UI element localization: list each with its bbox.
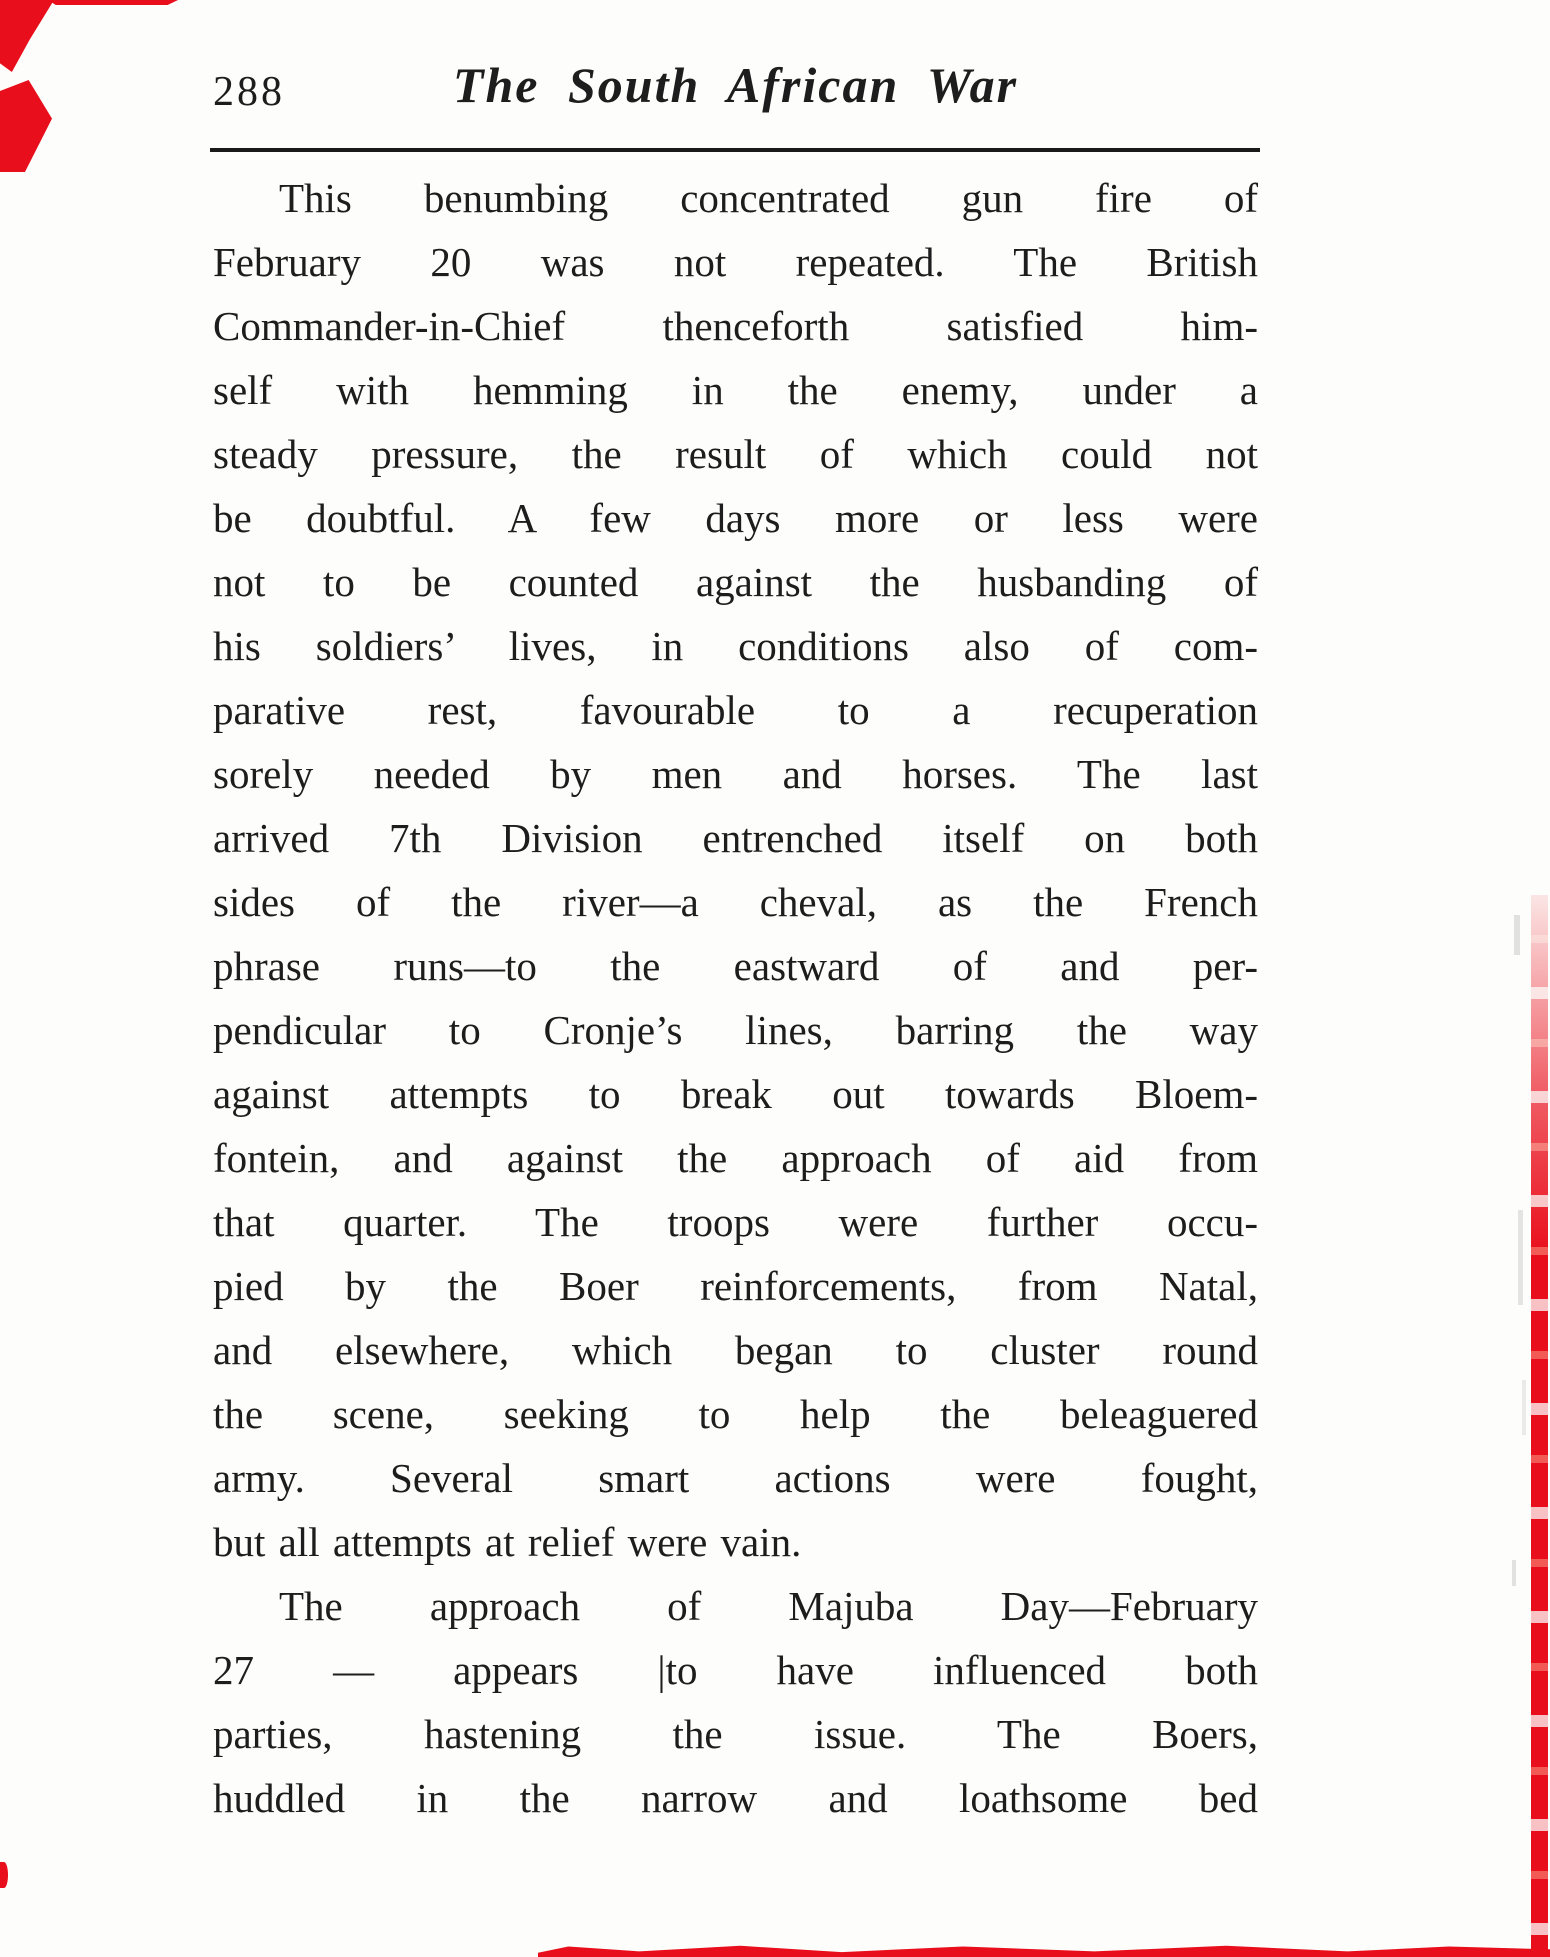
text-line: self with hemming in the enemy, under a bbox=[213, 367, 1258, 413]
text-line: sorely needed by men and horses. The last bbox=[213, 751, 1258, 797]
scan-mark-bottom-strip-icon bbox=[538, 1943, 1550, 1957]
text-line: pendicular to Cronje’s lines, barring the way bbox=[213, 1007, 1258, 1053]
text-line: be doubtful. A few days more or less were bbox=[213, 495, 1258, 541]
body-text bbox=[213, 166, 1258, 1830]
running-header-title: The South African War bbox=[452, 57, 1019, 113]
text-line: but all attempts at relief were vain. bbox=[213, 1519, 802, 1565]
text-line: that quarter. The troops were further occu- bbox=[213, 1199, 1258, 1245]
text-line: fontein, and against the approach of aid from bbox=[213, 1135, 1258, 1181]
text-line: army. Several smart actions were fought, bbox=[213, 1455, 1258, 1501]
text-line: February 20 was not repeated. The British bbox=[213, 239, 1258, 285]
text-line: sides of the river—a cheval, as the French bbox=[213, 879, 1258, 925]
text-line: huddled in the narrow and loathsome bed bbox=[213, 1775, 1258, 1821]
text-line: 27 — appears |to have influenced both bbox=[213, 1647, 1258, 1693]
text-line: and elsewhere, which began to cluster round bbox=[213, 1327, 1258, 1373]
header-rule bbox=[210, 148, 1260, 152]
text-line: parative rest, favourable to a recuperation bbox=[213, 687, 1258, 733]
text-line: arrived 7th Division entrenched itself on both bbox=[213, 815, 1258, 861]
text-line: phrase runs—to the eastward of and per- bbox=[213, 943, 1258, 989]
scan-mark-left-dot-icon bbox=[0, 1862, 8, 1888]
scan-mark-right-strip-icon bbox=[1531, 895, 1548, 1957]
text-line: the scene, seeking to help the beleaguered bbox=[213, 1391, 1258, 1437]
scan-noise-icon bbox=[1522, 1380, 1526, 1435]
text-line: Commander-in-Chief thenceforth satisfied him- bbox=[213, 303, 1258, 349]
text-line: The approach of Majuba Day—February bbox=[279, 1583, 1258, 1629]
text-line: against attempts to break out towards Bloem- bbox=[213, 1071, 1258, 1117]
text-line: not to be counted against the husbanding of bbox=[213, 559, 1258, 605]
text-line: This benumbing concentrated gun fire of bbox=[279, 175, 1258, 221]
scan-mark-top-edge-icon bbox=[48, 0, 178, 5]
text-line: pied by the Boer reinforcements, from Natal, bbox=[213, 1263, 1258, 1309]
text-line: steady pressure, the result of which could not bbox=[213, 431, 1258, 477]
text-line: his soldiers’ lives, in conditions also of com- bbox=[213, 623, 1258, 669]
scan-noise-icon bbox=[1512, 1560, 1516, 1586]
scan-noise-icon bbox=[1518, 1210, 1523, 1305]
scan-mark-corner-lower-icon bbox=[0, 80, 52, 172]
scan-mark-corner-top-icon bbox=[0, 0, 54, 72]
text-line: parties, hastening the issue. The Boers, bbox=[213, 1711, 1258, 1757]
page-number: 288 bbox=[213, 69, 285, 115]
scan-noise-icon bbox=[1514, 915, 1520, 955]
